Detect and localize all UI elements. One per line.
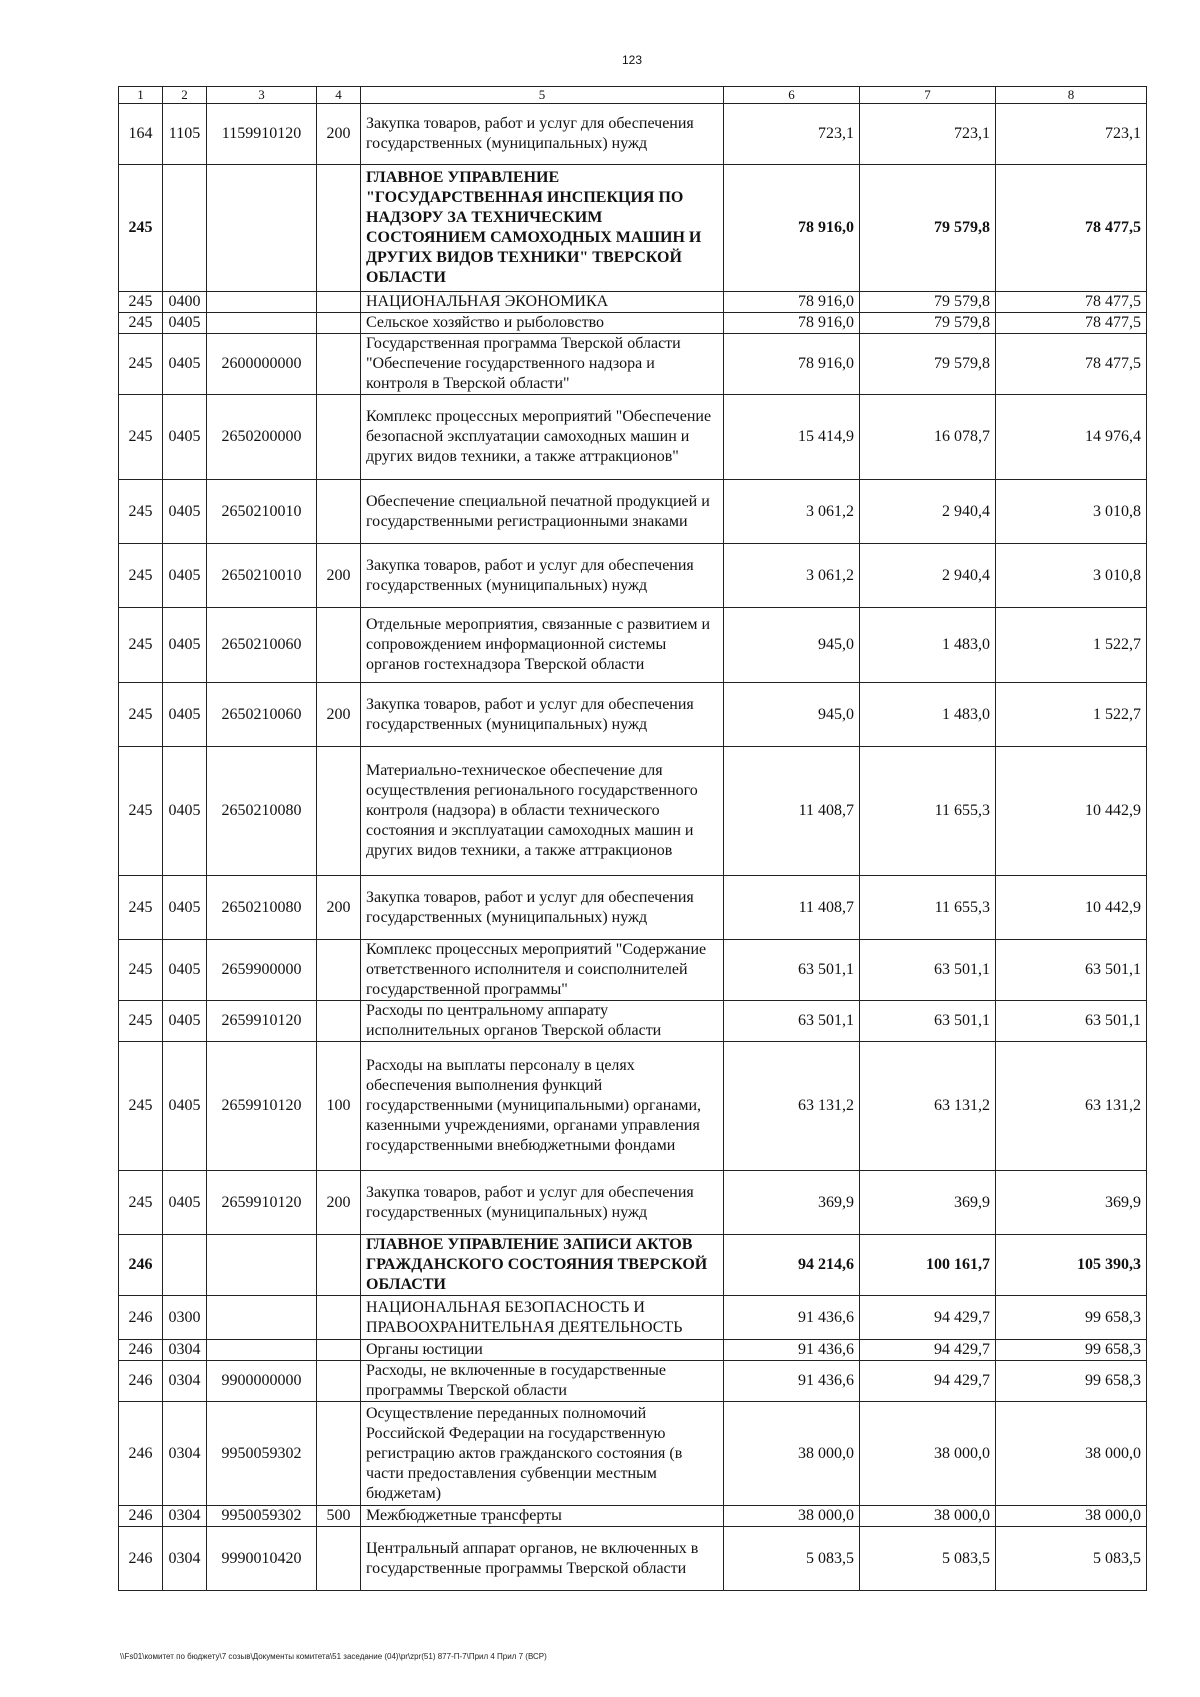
- cell-description: Сельское хозяйство и рыболовство: [361, 313, 724, 334]
- cell-description: Расходы, не включенные в государственные программы Тверской области: [361, 1361, 724, 1402]
- cell-target-article: 2659910120: [207, 1001, 317, 1042]
- cell-amount-col7: 1 483,0: [860, 608, 996, 683]
- cell-code: 245: [119, 876, 163, 940]
- cell-section: 0304: [163, 1361, 207, 1402]
- cell-amount-col7: 11 655,3: [860, 876, 996, 940]
- table-row: [119, 165, 1147, 292]
- cell-expense-type: [317, 1340, 361, 1361]
- cell-target-article: 2650200000: [207, 395, 317, 480]
- cell-target-article: 2650210080: [207, 876, 317, 940]
- cell-amount-col8: 1 522,7: [996, 683, 1147, 747]
- cell-code: 245: [119, 544, 163, 608]
- column-header: 1: [119, 87, 163, 104]
- table-row: [119, 395, 1147, 480]
- cell-target-article: [207, 1235, 317, 1296]
- cell-amount-col8: 3 010,8: [996, 544, 1147, 608]
- cell-amount-col7: 38 000,0: [860, 1506, 996, 1527]
- cell-code: 245: [119, 747, 163, 876]
- table-row: [119, 480, 1147, 544]
- cell-expense-type: 100: [317, 1042, 361, 1171]
- cell-target-article: 2659910120: [207, 1042, 317, 1171]
- cell-code: 164: [119, 104, 163, 165]
- cell-amount-col6: 38 000,0: [724, 1506, 860, 1527]
- cell-section: 0405: [163, 1042, 207, 1171]
- cell-amount-col8: 369,9: [996, 1171, 1147, 1235]
- cell-description: Закупка товаров, работ и услуг для обеспечения государственных (муниципальных) нужд: [361, 544, 724, 608]
- table-row: [119, 940, 1147, 1001]
- cell-description: Центральный аппарат органов, не включенных в государственные программы Тверской области: [361, 1527, 724, 1591]
- cell-section: 0304: [163, 1506, 207, 1527]
- cell-code: 246: [119, 1340, 163, 1361]
- cell-section: 0304: [163, 1340, 207, 1361]
- cell-description: Отдельные мероприятия, связанные с развитием и сопровождением информационной системы органов гостехнадзора Тверской области: [361, 608, 724, 683]
- column-header: 5: [361, 87, 724, 104]
- cell-amount-col6: 78 916,0: [724, 165, 860, 292]
- cell-amount-col8: 63 501,1: [996, 1001, 1147, 1042]
- cell-amount-col6: 78 916,0: [724, 313, 860, 334]
- file-path-footer: \\Fs01\комитет по бюджету\7 созыв\Документы комитета\51 заседание (04)\pr\zpr(51) 877-П-7\Прил 4 Прил 7 (ВСР): [120, 1652, 547, 1661]
- table-row: [119, 1042, 1147, 1171]
- cell-amount-col6: 5 083,5: [724, 1527, 860, 1591]
- cell-amount-col6: 91 436,6: [724, 1340, 860, 1361]
- cell-amount-col8: 1 522,7: [996, 608, 1147, 683]
- cell-amount-col7: 38 000,0: [860, 1402, 996, 1506]
- cell-code: 245: [119, 608, 163, 683]
- cell-target-article: 1159910120: [207, 104, 317, 165]
- cell-description: Материально-техническое обеспечение для осуществления регионального государственного контроля (надзора) в области технического состояния и эксплуатации самоходных машин и других видов техники, а также аттракционов: [361, 747, 724, 876]
- cell-target-article: 2659910120: [207, 1171, 317, 1235]
- column-header-row: [119, 87, 1147, 104]
- cell-expense-type: [317, 1527, 361, 1591]
- cell-amount-col6: 945,0: [724, 683, 860, 747]
- table-row: [119, 334, 1147, 395]
- cell-expense-type: [317, 292, 361, 313]
- cell-code: 246: [119, 1296, 163, 1340]
- column-header: 8: [996, 87, 1147, 104]
- cell-target-article: [207, 292, 317, 313]
- cell-amount-col7: 63 501,1: [860, 1001, 996, 1042]
- cell-amount-col8: 63 501,1: [996, 940, 1147, 1001]
- cell-amount-col6: 723,1: [724, 104, 860, 165]
- cell-amount-col8: 105 390,3: [996, 1235, 1147, 1296]
- cell-code: 245: [119, 1171, 163, 1235]
- cell-expense-type: [317, 313, 361, 334]
- cell-amount-col6: 78 916,0: [724, 334, 860, 395]
- cell-amount-col7: 63 131,2: [860, 1042, 996, 1171]
- table-row: [119, 1361, 1147, 1402]
- cell-section: 0405: [163, 480, 207, 544]
- cell-expense-type: [317, 1361, 361, 1402]
- cell-description: ГЛАВНОЕ УПРАВЛЕНИЕ ЗАПИСИ АКТОВ ГРАЖДАНСКОГО СОСТОЯНИЯ ТВЕРСКОЙ ОБЛАСТИ: [361, 1235, 724, 1296]
- column-header: 2: [163, 87, 207, 104]
- cell-amount-col8: 78 477,5: [996, 334, 1147, 395]
- cell-amount-col8: 78 477,5: [996, 313, 1147, 334]
- cell-amount-col7: 369,9: [860, 1171, 996, 1235]
- cell-expense-type: [317, 395, 361, 480]
- cell-amount-col8: 38 000,0: [996, 1402, 1147, 1506]
- cell-description: Осуществление переданных полномочий Российской Федерации на государственную регистрацию актов гражданского состояния (в части предоставления субвенции местным бюджетам): [361, 1402, 724, 1506]
- page-number: 123: [621, 53, 643, 67]
- cell-amount-col7: 63 501,1: [860, 940, 996, 1001]
- cell-amount-col7: 2 940,4: [860, 544, 996, 608]
- budget-table: [118, 86, 1147, 1591]
- column-header: 7: [860, 87, 996, 104]
- cell-amount-col6: 91 436,6: [724, 1361, 860, 1402]
- cell-description: Расходы по центральному аппарату исполнительных органов Тверской области: [361, 1001, 724, 1042]
- cell-amount-col7: 11 655,3: [860, 747, 996, 876]
- cell-section: 0405: [163, 683, 207, 747]
- cell-description: Закупка товаров, работ и услуг для обеспечения государственных (муниципальных) нужд: [361, 1171, 724, 1235]
- cell-amount-col6: 369,9: [724, 1171, 860, 1235]
- cell-expense-type: 200: [317, 1171, 361, 1235]
- cell-description: Закупка товаров, работ и услуг для обеспечения государственных (муниципальных) нужд: [361, 683, 724, 747]
- column-header: 6: [724, 87, 860, 104]
- cell-expense-type: 500: [317, 1506, 361, 1527]
- cell-code: 245: [119, 313, 163, 334]
- cell-code: 245: [119, 292, 163, 313]
- cell-amount-col8: 99 658,3: [996, 1340, 1147, 1361]
- cell-target-article: [207, 1296, 317, 1340]
- cell-amount-col7: 16 078,7: [860, 395, 996, 480]
- cell-target-article: 2650210060: [207, 608, 317, 683]
- cell-amount-col7: 723,1: [860, 104, 996, 165]
- cell-description: ГЛАВНОЕ УПРАВЛЕНИЕ "ГОСУДАРСТВЕННАЯ ИНСПЕКЦИЯ ПО НАДЗОРУ ЗА ТЕХНИЧЕСКИМ СОСТОЯНИЕМ САМОХОДНЫХ МАШИН И ДРУГИХ ВИДОВ ТЕХНИКИ" ТВЕРСКОЙ ОБЛАСТИ: [361, 165, 724, 292]
- cell-amount-col7: 79 579,8: [860, 292, 996, 313]
- cell-section: 1105: [163, 104, 207, 165]
- cell-description: Обеспечение специальной печатной продукцией и государственными регистрационными знаками: [361, 480, 724, 544]
- cell-amount-col6: 945,0: [724, 608, 860, 683]
- table-row: [119, 104, 1147, 165]
- column-header: 3: [207, 87, 317, 104]
- cell-amount-col6: 63 501,1: [724, 940, 860, 1001]
- cell-code: 246: [119, 1506, 163, 1527]
- cell-amount-col8: 5 083,5: [996, 1527, 1147, 1591]
- cell-target-article: 9990010420: [207, 1527, 317, 1591]
- table-row: [119, 1001, 1147, 1042]
- cell-code: 245: [119, 940, 163, 1001]
- cell-code: 246: [119, 1402, 163, 1506]
- cell-amount-col6: 15 414,9: [724, 395, 860, 480]
- cell-amount-col6: 63 501,1: [724, 1001, 860, 1042]
- cell-section: [163, 165, 207, 292]
- cell-section: 0405: [163, 1001, 207, 1042]
- cell-amount-col8: 99 658,3: [996, 1296, 1147, 1340]
- cell-target-article: 2650210060: [207, 683, 317, 747]
- cell-expense-type: 200: [317, 683, 361, 747]
- cell-amount-col7: 2 940,4: [860, 480, 996, 544]
- cell-amount-col7: 5 083,5: [860, 1527, 996, 1591]
- cell-section: 0405: [163, 608, 207, 683]
- cell-description: Государственная программа Тверской области "Обеспечение государственного надзора и контроля в Тверской области": [361, 334, 724, 395]
- table-row: [119, 1171, 1147, 1235]
- table-row: [119, 876, 1147, 940]
- cell-amount-col7: 79 579,8: [860, 334, 996, 395]
- cell-amount-col6: 11 408,7: [724, 747, 860, 876]
- cell-section: 0405: [163, 313, 207, 334]
- cell-amount-col8: 14 976,4: [996, 395, 1147, 480]
- cell-amount-col7: 79 579,8: [860, 165, 996, 292]
- cell-target-article: 2600000000: [207, 334, 317, 395]
- cell-expense-type: [317, 1001, 361, 1042]
- cell-description: Расходы на выплаты персоналу в целях обеспечения выполнения функций государственными (муниципальными) органами, казенными учреждениями, органами управления государственными внебюджетными фондами: [361, 1042, 724, 1171]
- table-row: [119, 544, 1147, 608]
- cell-description: НАЦИОНАЛЬНАЯ БЕЗОПАСНОСТЬ И ПРАВООХРАНИТЕЛЬНАЯ ДЕЯТЕЛЬНОСТЬ: [361, 1296, 724, 1340]
- cell-amount-col6: 91 436,6: [724, 1296, 860, 1340]
- cell-expense-type: [317, 1296, 361, 1340]
- cell-expense-type: [317, 747, 361, 876]
- table-row: [119, 683, 1147, 747]
- cell-section: 0405: [163, 940, 207, 1001]
- table-row: [119, 1527, 1147, 1591]
- cell-target-article: [207, 313, 317, 334]
- cell-code: 245: [119, 683, 163, 747]
- table-row: [119, 608, 1147, 683]
- cell-target-article: 2650210010: [207, 480, 317, 544]
- cell-expense-type: 200: [317, 876, 361, 940]
- cell-target-article: 2659900000: [207, 940, 317, 1001]
- cell-description: НАЦИОНАЛЬНАЯ ЭКОНОМИКА: [361, 292, 724, 313]
- cell-target-article: [207, 1340, 317, 1361]
- cell-description: Комплекс процессных мероприятий "Содержание ответственного исполнителя и соисполнителей государственной программы": [361, 940, 724, 1001]
- cell-amount-col7: 79 579,8: [860, 313, 996, 334]
- cell-code: 245: [119, 1042, 163, 1171]
- cell-description: Закупка товаров, работ и услуг для обеспечения государственных (муниципальных) нужд: [361, 876, 724, 940]
- cell-expense-type: [317, 940, 361, 1001]
- cell-code: 246: [119, 1235, 163, 1296]
- cell-description: Межбюджетные трансферты: [361, 1506, 724, 1527]
- cell-section: 0405: [163, 544, 207, 608]
- table-row: [119, 292, 1147, 313]
- cell-section: 0405: [163, 1171, 207, 1235]
- cell-expense-type: [317, 1235, 361, 1296]
- cell-section: 0300: [163, 1296, 207, 1340]
- table-row: [119, 1506, 1147, 1527]
- cell-section: 0400: [163, 292, 207, 313]
- cell-amount-col8: 38 000,0: [996, 1506, 1147, 1527]
- cell-description: Закупка товаров, работ и услуг для обеспечения государственных (муниципальных) нужд: [361, 104, 724, 165]
- table-row: [119, 747, 1147, 876]
- cell-amount-col6: 11 408,7: [724, 876, 860, 940]
- cell-expense-type: [317, 165, 361, 292]
- cell-section: 0304: [163, 1527, 207, 1591]
- cell-expense-type: [317, 480, 361, 544]
- cell-amount-col7: 94 429,7: [860, 1340, 996, 1361]
- cell-section: 0405: [163, 876, 207, 940]
- cell-expense-type: 200: [317, 544, 361, 608]
- cell-amount-col6: 94 214,6: [724, 1235, 860, 1296]
- cell-code: 246: [119, 1527, 163, 1591]
- cell-section: 0405: [163, 395, 207, 480]
- cell-code: 245: [119, 395, 163, 480]
- cell-amount-col7: 100 161,7: [860, 1235, 996, 1296]
- cell-expense-type: [317, 334, 361, 395]
- cell-amount-col6: 3 061,2: [724, 480, 860, 544]
- cell-amount-col8: 63 131,2: [996, 1042, 1147, 1171]
- cell-amount-col7: 94 429,7: [860, 1361, 996, 1402]
- cell-amount-col8: 99 658,3: [996, 1361, 1147, 1402]
- cell-target-article: 9900000000: [207, 1361, 317, 1402]
- table-row: [119, 1235, 1147, 1296]
- cell-code: 245: [119, 480, 163, 544]
- cell-target-article: 9950059302: [207, 1402, 317, 1506]
- cell-code: 245: [119, 165, 163, 292]
- cell-section: 0405: [163, 747, 207, 876]
- cell-code: 246: [119, 1361, 163, 1402]
- table-row: [119, 1340, 1147, 1361]
- cell-description: Комплекс процессных мероприятий "Обеспечение безопасной эксплуатации самоходных машин и других видов техники, а также аттракционов": [361, 395, 724, 480]
- cell-code: 245: [119, 334, 163, 395]
- table-row: [119, 313, 1147, 334]
- cell-amount-col7: 94 429,7: [860, 1296, 996, 1340]
- cell-target-article: 2650210080: [207, 747, 317, 876]
- cell-amount-col7: 1 483,0: [860, 683, 996, 747]
- cell-amount-col6: 78 916,0: [724, 292, 860, 313]
- cell-code: 245: [119, 1001, 163, 1042]
- cell-expense-type: [317, 608, 361, 683]
- cell-expense-type: [317, 1402, 361, 1506]
- column-header: 4: [317, 87, 361, 104]
- table-row: [119, 1402, 1147, 1506]
- cell-amount-col8: 723,1: [996, 104, 1147, 165]
- cell-amount-col8: 3 010,8: [996, 480, 1147, 544]
- cell-section: 0304: [163, 1402, 207, 1506]
- cell-description: Органы юстиции: [361, 1340, 724, 1361]
- cell-amount-col6: 63 131,2: [724, 1042, 860, 1171]
- cell-amount-col8: 78 477,5: [996, 165, 1147, 292]
- cell-target-article: 9950059302: [207, 1506, 317, 1527]
- cell-amount-col6: 38 000,0: [724, 1402, 860, 1506]
- cell-target-article: [207, 165, 317, 292]
- cell-amount-col6: 3 061,2: [724, 544, 860, 608]
- table-row: [119, 1296, 1147, 1340]
- cell-amount-col8: 10 442,9: [996, 876, 1147, 940]
- cell-amount-col8: 10 442,9: [996, 747, 1147, 876]
- cell-expense-type: 200: [317, 104, 361, 165]
- cell-section: [163, 1235, 207, 1296]
- cell-target-article: 2650210010: [207, 544, 317, 608]
- cell-amount-col8: 78 477,5: [996, 292, 1147, 313]
- cell-section: 0405: [163, 334, 207, 395]
